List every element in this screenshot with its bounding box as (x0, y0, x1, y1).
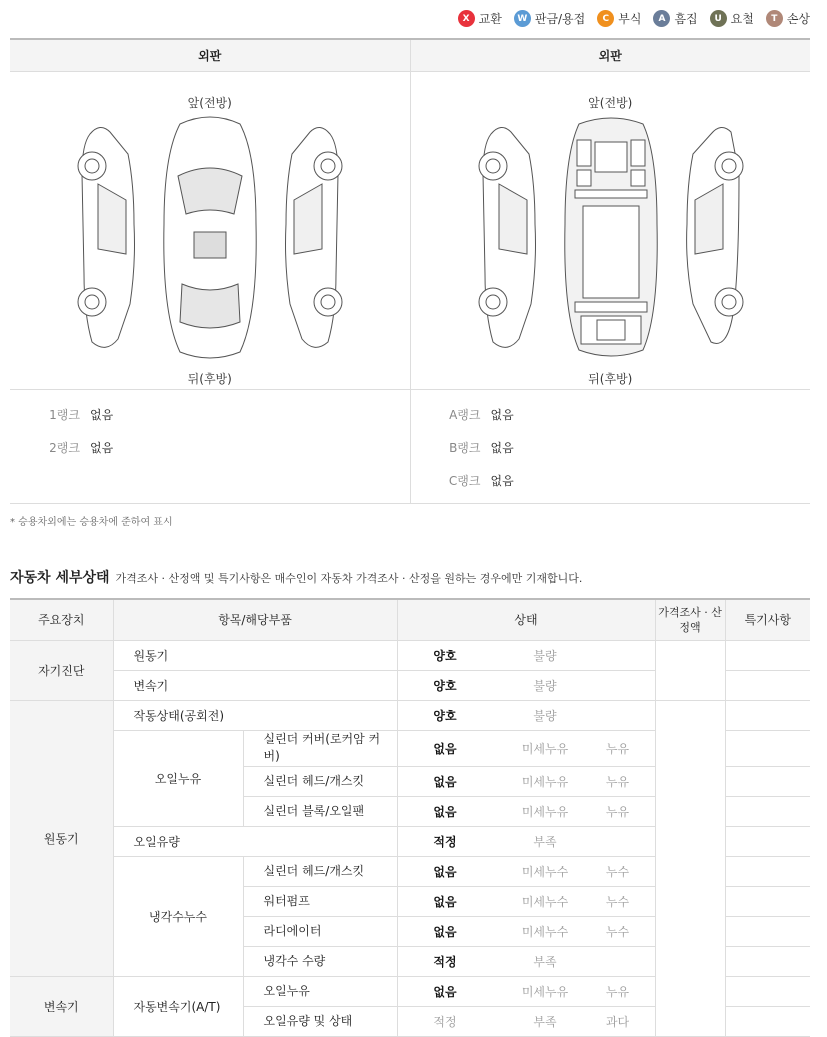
rank-value: 없음 (90, 441, 114, 455)
status-option: 미세누수 (521, 924, 569, 939)
status-cell (397, 670, 655, 700)
section-subtitle: 가격조사 · 산정액 및 특기사항은 매수인이 자동차 가격조사 · 산정을 원하는 경우에만 기재합니다. (115, 572, 583, 585)
item-cell: 원동기 (113, 640, 397, 670)
exterior-inspection-panel (10, 38, 810, 504)
right-panel-header: 외판 (598, 49, 622, 63)
status-option: 과다 (605, 1014, 630, 1029)
table-row (10, 700, 810, 730)
rank-row (411, 472, 811, 505)
rank-label: 1랭크 (49, 408, 80, 422)
status-cell (397, 700, 655, 730)
status-option: 미세누유 (521, 741, 569, 756)
vehicle-detail-table (10, 598, 810, 1037)
legend-item (653, 10, 697, 27)
part-cell: 실린더 커버(로커암 커버) (243, 730, 397, 766)
rank-row (10, 406, 410, 439)
header-price: 가격조사 · 산정액 (655, 599, 725, 640)
table-header-row (10, 599, 810, 640)
remarks-cell (725, 796, 810, 826)
legend-item (710, 10, 754, 27)
back-label: 뒤(후방) (187, 372, 232, 386)
status-option: 불량 (533, 708, 557, 723)
status-option: 누수 (605, 864, 630, 879)
part-cell: 워터펌프 (243, 886, 397, 916)
status-option: 미세누유 (521, 774, 569, 789)
rank-value: 없음 (490, 408, 514, 422)
legend-label: 흠집 (674, 12, 698, 26)
remarks-cell (725, 1006, 810, 1036)
legend-badge-icon: T (766, 10, 783, 27)
right-rank-list (411, 390, 811, 503)
status-cell (397, 826, 655, 856)
remarks-cell (725, 826, 810, 856)
header-item: 항목/해당부품 (113, 599, 397, 640)
status-selected: 없음 (433, 984, 457, 999)
subgroup-oil-leak: 오일누유 (113, 730, 243, 826)
price-cell (655, 700, 725, 1036)
rank-value: 없음 (490, 441, 514, 455)
status-selected: 적정 (433, 954, 457, 969)
rank-label: C랭크 (448, 474, 481, 488)
left-panel-header: 외판 (10, 40, 411, 71)
header-main-device: 주요장치 (10, 599, 113, 640)
rank-row (411, 406, 811, 439)
legend-badge-icon: A (653, 10, 670, 27)
front-label: 앞(전방) (588, 96, 633, 110)
remarks-cell (725, 730, 810, 766)
status-cell (397, 856, 655, 886)
legend-label: 요철 (730, 12, 754, 26)
status-selected: 없음 (433, 741, 457, 756)
status-cell (397, 946, 655, 976)
status-option: 누유 (605, 804, 630, 819)
status-selected: 없음 (433, 864, 457, 879)
remarks-cell (725, 766, 810, 796)
status-selected: 양호 (433, 678, 457, 693)
rank-value: 없음 (490, 474, 514, 488)
car-exterior-diagram (70, 114, 350, 364)
status-selected: 양호 (433, 708, 457, 723)
group-transmission: 변속기 (10, 976, 113, 1036)
section-title: 자동차 세부상태 (10, 570, 110, 586)
table-row (10, 640, 810, 670)
remarks-cell (725, 946, 810, 976)
status-selected: 없음 (433, 804, 457, 819)
group-engine: 원동기 (10, 700, 113, 976)
status-option: 불량 (533, 678, 557, 693)
status-option: 누유 (605, 774, 630, 789)
legend-badge-icon: C (597, 10, 614, 27)
rank-row (411, 439, 811, 472)
rank-value: 없음 (90, 408, 114, 422)
legend-item (597, 10, 641, 27)
legend-item (766, 10, 810, 27)
item-cell: 변속기 (113, 670, 397, 700)
status-cell (397, 796, 655, 826)
legend-label: 손상 (786, 12, 810, 26)
status-selected: 없음 (433, 924, 457, 939)
remarks-cell (725, 976, 810, 1006)
status-option: 누수 (605, 924, 630, 939)
status-selected: 없음 (433, 774, 457, 789)
status-option: 부족 (533, 954, 557, 969)
remarks-cell (725, 670, 810, 700)
status-option: 부족 (533, 834, 557, 849)
status-selected: 없음 (433, 894, 457, 909)
rank-label: 2랭크 (49, 441, 80, 455)
subgroup-auto-transmission: 자동변속기(A/T) (113, 976, 243, 1036)
status-option: 미세누유 (521, 984, 569, 999)
status-option: 누유 (605, 741, 630, 756)
remarks-cell (725, 916, 810, 946)
part-cell: 오일누유 (243, 976, 397, 1006)
legend-label: 교환 (478, 12, 502, 26)
part-cell: 오일유량 및 상태 (243, 1006, 397, 1036)
part-cell: 실린더 블록/오일팬 (243, 796, 397, 826)
item-cell: 오일유량 (113, 826, 397, 856)
footnote: * 승용차외에는 승용차에 준하여 표시 (10, 517, 173, 528)
status-option: 부족 (533, 1014, 557, 1029)
front-label: 앞(전방) (187, 96, 232, 110)
status-cell (397, 916, 655, 946)
subgroup-coolant-leak: 냉각수누수 (113, 856, 243, 976)
part-cell: 실린더 헤드/개스킷 (243, 856, 397, 886)
status-cell (397, 976, 655, 1006)
status-selected: 적정 (433, 834, 457, 849)
status-cell (397, 766, 655, 796)
part-cell: 실린더 헤드/개스킷 (243, 766, 397, 796)
part-cell: 냉각수 수량 (243, 946, 397, 976)
legend-item (458, 10, 502, 27)
exterior-diagram (10, 72, 411, 389)
remarks-cell (725, 886, 810, 916)
section-header (10, 567, 582, 587)
rank-label: B랭크 (449, 441, 481, 455)
remarks-cell (725, 700, 810, 730)
status-selected: 양호 (433, 648, 457, 663)
frame-diagram (411, 72, 811, 389)
status-option: 미세누수 (521, 864, 569, 879)
left-rank-list (10, 390, 411, 503)
status-option: 미세누유 (521, 804, 569, 819)
rank-row (10, 439, 410, 472)
status-option: 적정 (433, 1014, 457, 1029)
status-option: 누유 (605, 984, 630, 999)
damage-legend (458, 10, 810, 27)
status-option: 미세누수 (521, 894, 569, 909)
legend-label: 부식 (618, 12, 642, 26)
legend-badge-icon: X (458, 10, 475, 27)
price-cell (655, 640, 725, 700)
legend-item (514, 10, 585, 27)
remarks-cell (725, 856, 810, 886)
header-remarks: 특기사항 (725, 599, 810, 640)
status-option: 누수 (605, 894, 630, 909)
status-cell (397, 730, 655, 766)
legend-badge-icon: U (710, 10, 727, 27)
item-cell: 작동상태(공회전) (113, 700, 397, 730)
header-status: 상태 (397, 599, 655, 640)
status-option: 불량 (533, 648, 557, 663)
status-cell (397, 1006, 655, 1036)
status-cell (397, 640, 655, 670)
legend-label: 판금/용접 (534, 12, 586, 26)
car-frame-diagram (471, 114, 751, 364)
group-self-diagnosis: 자기진단 (10, 640, 113, 700)
back-label: 뒤(후방) (588, 372, 633, 386)
rank-label: A랭크 (449, 408, 481, 422)
status-cell (397, 886, 655, 916)
part-cell: 라디에이터 (243, 916, 397, 946)
legend-badge-icon: W (514, 10, 531, 27)
remarks-cell (725, 640, 810, 670)
